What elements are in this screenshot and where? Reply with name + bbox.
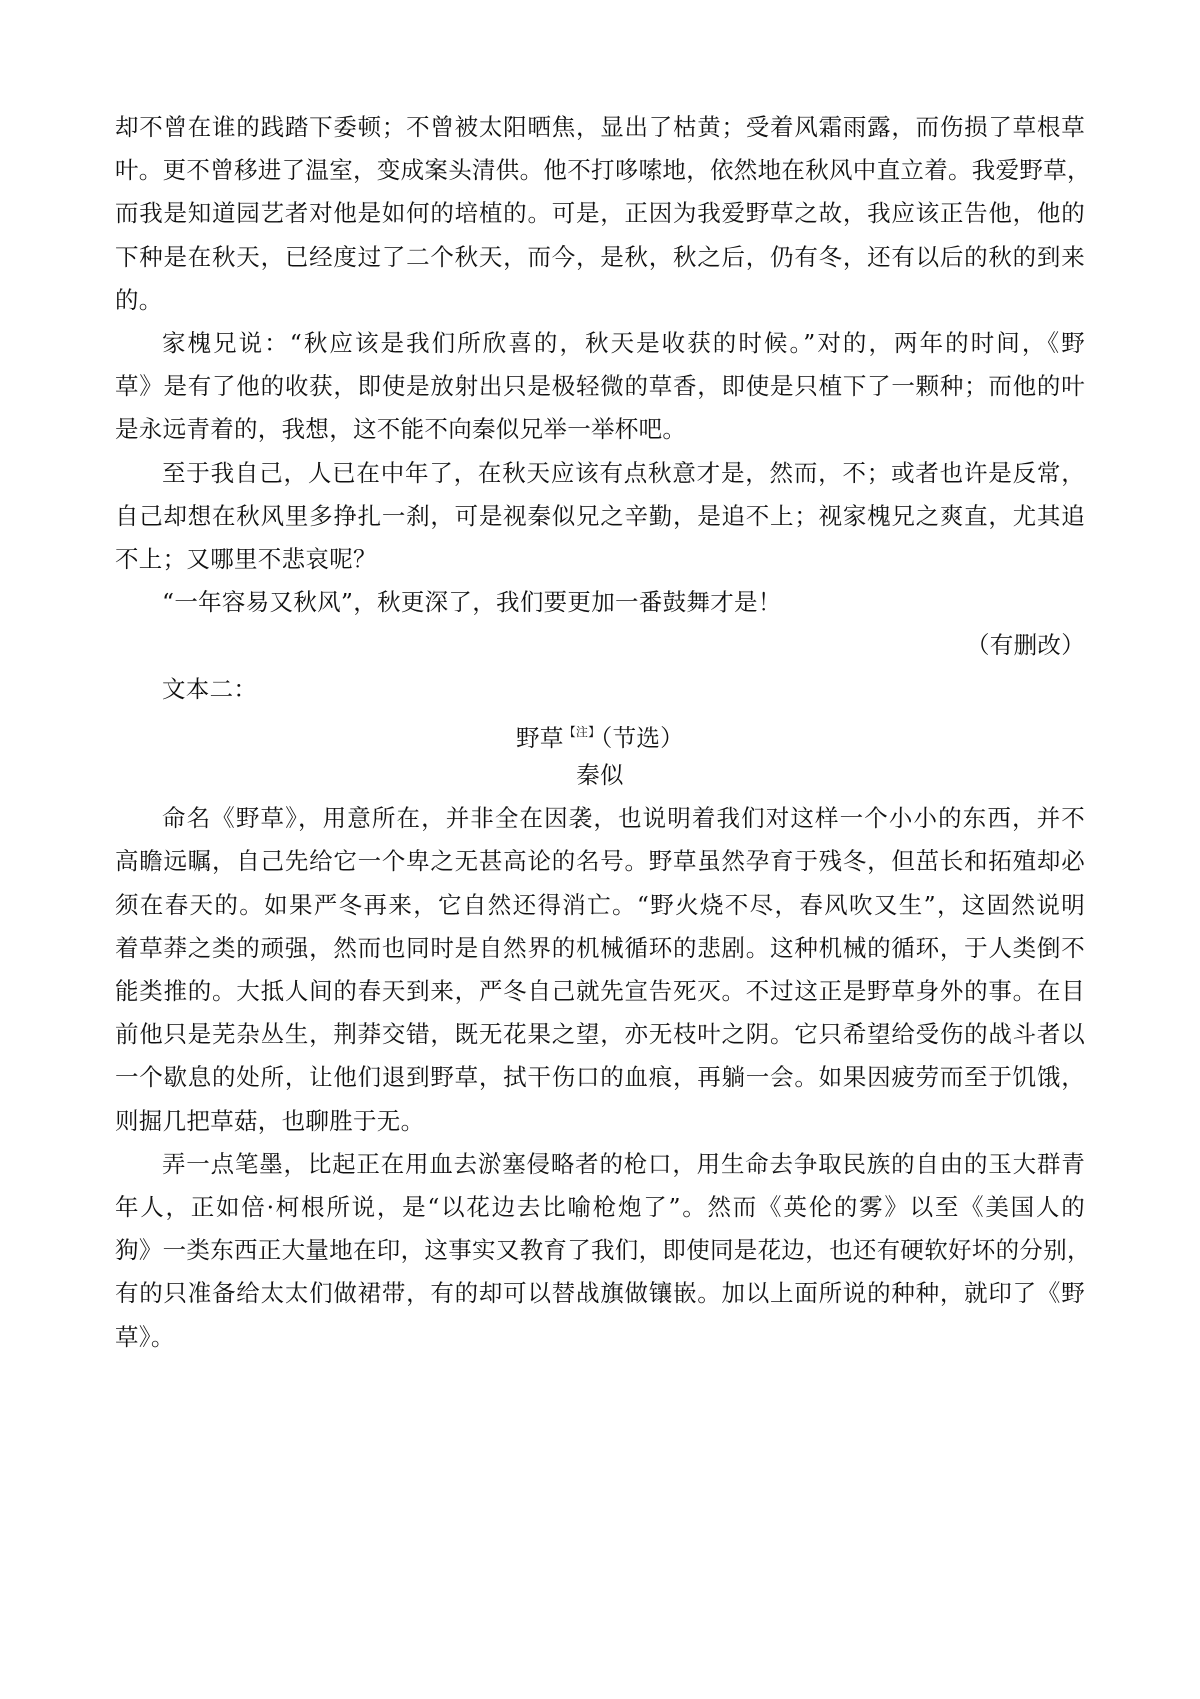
text2-author: 秦似	[576, 761, 624, 789]
text1-p1-line-1: 却不曾在谁的践踏下委顿；不曾被太阳晒焦，显出了枯黄；受着风霜雨露，而伤损了草根草	[115, 113, 1085, 141]
text2-p1-line-1: 命名《野草》，用意所在，并非全在因袭，也说明着我们对这样一个小小的东西，并不	[162, 804, 1085, 832]
title-suffix: （节选）	[600, 724, 684, 752]
text2-p2-line-4: 有的只准备给太太们做裙带，有的却可以替战旗做镶嵌。加以上面所说的种种，就印了《野	[115, 1279, 1085, 1307]
text2-p2-line-1: 弄一点笔墨，比起正在用血去淤塞侵略者的枪口，用生命去争取民族的自由的玉大群青	[162, 1150, 1085, 1178]
text1-p2-line-2: 草》是有了他的收获，即使是放射出只是极轻微的草香，即使是只植下了一颗种；而他的叶	[115, 372, 1085, 400]
text1-p3-line-3: 不上；又哪里不悲哀呢？	[115, 545, 377, 573]
text2-p2-line-3: 狗》一类东西正大量地在印，这事实又教育了我们，即使同是花边，也还有硬软好坏的分别，	[115, 1236, 1091, 1264]
source-note: （有删改）	[966, 631, 1085, 659]
text2-p1-line-8: 则掘几把草菇，也聊胜于无。	[115, 1107, 425, 1135]
text1-p4-line-1: “一年容易又秋风”，秋更深了，我们要更加一番鼓舞才是！	[162, 588, 782, 616]
text2-title	[0, 717, 1200, 753]
title-text: 野草	[516, 724, 564, 752]
text2-p2-line-5: 草》。	[115, 1323, 175, 1351]
title-note-marker: 【注】	[563, 725, 601, 739]
text1-p3-line-2: 自己却想在秋风里多挣扎一刹，可是视秦似兄之辛勤，是追不上；视家槐兄之爽直，尤其追	[115, 502, 1085, 530]
text1-p1-line-2: 叶。更不曾移进了温室，变成案头清供。他不打哆嗦地，依然地在秋风中直立着。我爱野草，	[115, 156, 1091, 184]
text1-p2-line-3: 是永远青着的，我想，这不能不向秦似兄举一举杯吧。	[115, 415, 687, 443]
text1-p2-line-1: 家槐兄说：“秋应该是我们所欣喜的，秋天是收获的时候。”对的，两年的时间，《野	[162, 329, 1085, 357]
text2-p1-line-7: 一个歇息的处所，让他们退到野草，拭干伤口的血痕，再躺一会。如果因疲劳而至于饥饿，	[115, 1063, 1085, 1091]
text2-p1-line-4: 着草莽之类的顽强，然而也同时是自然界的机械循环的悲剧。这种机械的循环，于人类倒不	[115, 934, 1085, 962]
text2-p1-line-5: 能类推的。大抵人间的春天到来，严冬自己就先宣告死灭。不过这正是野草身外的事。在目	[115, 977, 1085, 1005]
text1-p1-line-4: 下种是在秋天，已经度过了二个秋天，而今，是秋，秋之后，仍有冬，还有以后的秋的到来	[115, 243, 1085, 271]
text2-label: 文本二：	[162, 675, 258, 703]
text1-p1-line-3: 而我是知道园艺者对他是如何的培植的。可是，正因为我爱野草之故，我应该正告他，他的	[115, 199, 1085, 227]
text2-p1-line-3: 须在春天的。如果严冬再来，它自然还得消亡。“野火烧不尽，春风吹又生”，这固然说明	[115, 891, 1085, 919]
text1-p3-line-1: 至于我自己，人已在中年了，在秋天应该有点秋意才是，然而，不；或者也许是反常，	[162, 459, 1085, 487]
text2-p1-line-2: 高瞻远瞩，自己先给它一个卑之无甚高论的名号。野草虽然孕育于残冬，但茁长和拓殖却必	[115, 847, 1085, 875]
text2-p2-line-2: 年人，正如倍·柯根所说，是“以花边去比喻枪炮了”。然而《英伦的雾》以至《美国人的	[115, 1193, 1085, 1221]
text1-p1-line-5: 的。	[115, 286, 163, 314]
text2-p1-line-6: 前他只是芜杂丛生，荆莽交错，既无花果之望，亦无枝叶之阴。它只希望给受伤的战斗者以	[115, 1020, 1085, 1048]
